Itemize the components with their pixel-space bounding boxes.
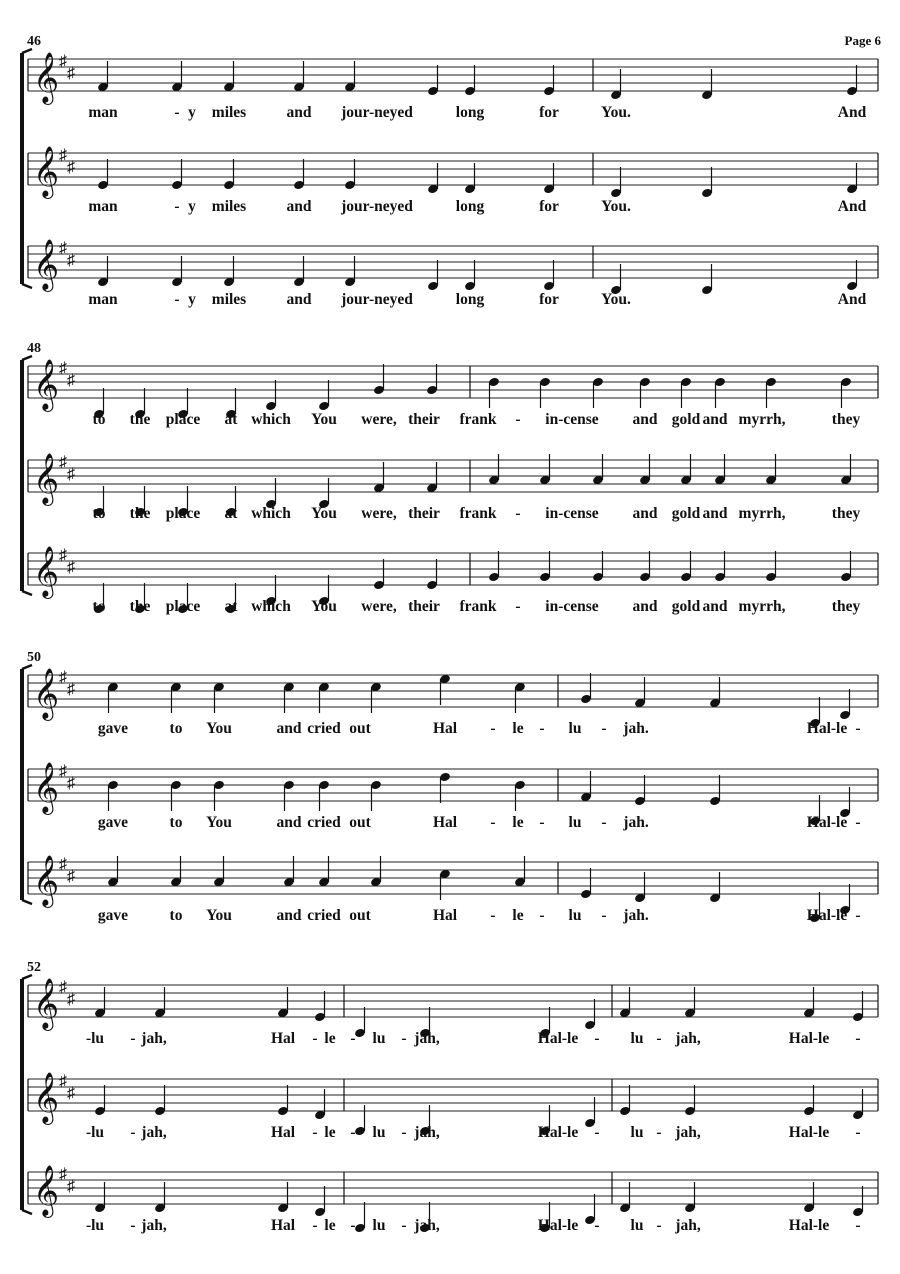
lyric-syllable: le (512, 814, 524, 831)
lyric-syllable: man (88, 291, 118, 308)
lyric-syllable: lu (568, 907, 582, 924)
lyric-syllable: - (515, 598, 521, 615)
lyric-syllable: - (601, 907, 607, 924)
sharp-icon: ♯ (67, 466, 75, 483)
lyric-syllable: - (130, 1030, 136, 1047)
lyric-syllable: jah. (623, 907, 649, 924)
lyric-syllable: which (251, 411, 291, 428)
system-48 (22, 341, 878, 615)
lyric-syllable: lu (568, 720, 582, 737)
lyric-syllable: - (174, 104, 180, 121)
lyric-syllable: they (831, 505, 861, 522)
lyric-syllable: Hal-le (806, 720, 848, 737)
lyric-syllable: - (174, 291, 180, 308)
bracket-hook (22, 284, 32, 288)
bracket-hook (22, 665, 32, 669)
lyric-syllable: - (350, 1217, 356, 1234)
lyric-syllable: lu (372, 1030, 386, 1047)
lyric-syllable: lu (372, 1217, 386, 1234)
lyric-syllable: - (539, 720, 545, 737)
lyric-syllable: You. (601, 198, 631, 215)
sharp-icon: ♯ (67, 65, 75, 82)
lyric-syllable: - (855, 1124, 861, 1141)
bracket-hook (22, 900, 32, 904)
lyric-syllable: long (455, 198, 485, 215)
lyric-syllable: out (349, 907, 371, 924)
lyric-syllable: for (539, 291, 559, 308)
lyric-syllable: Hal-le (537, 1030, 579, 1047)
lyric-syllable: long (455, 104, 485, 121)
staff (28, 360, 878, 428)
lyric-syllable: le (324, 1217, 336, 1234)
treble-clef-icon: 𝄞 (33, 360, 60, 409)
sharp-icon: ♯ (67, 1085, 75, 1102)
lyric-syllable: - (130, 1217, 136, 1234)
lyric-syllable: - (855, 720, 861, 737)
measure-number: 52 (27, 960, 41, 975)
lyric-syllable: - (312, 1124, 318, 1141)
treble-clef-icon: 𝄞 (33, 763, 60, 812)
lyric-syllable: jah, (414, 1217, 440, 1234)
lyric-syllable: - (130, 1124, 136, 1141)
lyric-syllable: - (855, 907, 861, 924)
bracket-hook (22, 591, 32, 595)
lyric-syllable: You (311, 598, 337, 615)
lyric-syllable: miles (211, 291, 247, 308)
lyric-syllable: - (656, 1124, 662, 1141)
sharp-icon: ♯ (59, 547, 67, 564)
lyric-syllable: y (188, 291, 196, 308)
sharp-icon: ♯ (67, 681, 75, 698)
lyric-syllable: lu (372, 1124, 386, 1141)
lyric-syllable: le (324, 1124, 336, 1141)
lyric-syllable: Hal (270, 1217, 296, 1234)
lyric-syllable: gave (97, 720, 129, 737)
lyric-syllable: le (512, 720, 524, 737)
lyric-syllable: Hal-le (806, 814, 848, 831)
lyric-syllable: cried (307, 720, 341, 737)
lyric-syllable: - (539, 814, 545, 831)
lyric-syllable: at (224, 505, 238, 522)
lyric-syllable: - (490, 720, 496, 737)
lyric-syllable: y (188, 104, 196, 121)
lyric-syllable: - (515, 411, 521, 428)
lyric-syllable: gold (671, 598, 701, 615)
lyric-syllable: - (594, 1217, 600, 1234)
lyric-syllable: miles (211, 198, 247, 215)
lyric-syllable: out (349, 814, 371, 831)
lyric-syllable: gold (671, 505, 701, 522)
lyric-syllable: - (601, 814, 607, 831)
lyric-syllable: and (276, 814, 302, 831)
lyric-syllable: - (601, 720, 607, 737)
staff (28, 979, 878, 1047)
lyric-syllable: long (455, 291, 485, 308)
lyric-syllable: jah, (675, 1124, 701, 1141)
system-46 (22, 34, 878, 308)
lyric-syllable: - (515, 505, 521, 522)
treble-clef-icon: 𝄞 (33, 1073, 60, 1122)
lyric-syllable: - (401, 1124, 407, 1141)
lyric-syllable: - (312, 1030, 318, 1047)
lyric-syllable: - (490, 814, 496, 831)
lyric-syllable: to (92, 411, 106, 428)
lyric-syllable: and (276, 720, 302, 737)
lyric-syllable: myrrh, (738, 505, 786, 522)
lyric-syllable: were, (361, 411, 397, 428)
lyric-syllable: Hal (270, 1124, 296, 1141)
lyric-syllable: the (129, 598, 151, 615)
lyric-syllable: Hal-le (788, 1124, 830, 1141)
lyric-syllable: Hal-le (806, 907, 848, 924)
lyric-syllable: Hal (432, 720, 458, 737)
page-number: Page 6 (844, 33, 881, 48)
staff (28, 547, 878, 615)
lyric-syllable: - (401, 1030, 407, 1047)
staff (28, 1166, 878, 1234)
lyric-syllable: lu (630, 1217, 644, 1234)
staff (28, 454, 878, 522)
lyric-syllable: their (408, 505, 440, 522)
sharp-icon: ♯ (59, 856, 67, 873)
system-52 (22, 960, 878, 1234)
lyric-syllable: man (88, 198, 118, 215)
staff (28, 1073, 878, 1141)
staff (28, 856, 878, 924)
lyric-syllable: y (188, 198, 196, 215)
lyric-syllable: - (656, 1217, 662, 1234)
lyric-syllable: You (311, 505, 337, 522)
measure-number: 48 (27, 341, 41, 356)
lyric-syllable: to (169, 814, 183, 831)
lyric-syllable: and (632, 411, 658, 428)
lyric-syllable: at (224, 411, 238, 428)
lyric-syllable: - (490, 907, 496, 924)
lyric-syllable: You (311, 411, 337, 428)
measure-number: 50 (27, 650, 41, 665)
lyric-syllable: - (539, 907, 545, 924)
lyric-syllable: You. (601, 104, 631, 121)
lyric-syllable: myrrh, (738, 598, 786, 615)
sharp-icon: ♯ (59, 454, 67, 471)
lyric-syllable: jah, (141, 1217, 167, 1234)
lyric-syllable: lu (630, 1030, 644, 1047)
lyric-syllable: which (251, 598, 291, 615)
sharp-icon: ♯ (67, 252, 75, 269)
staff (28, 763, 878, 831)
bracket-hook (22, 975, 32, 979)
bracket-hook (22, 49, 32, 53)
sharp-icon: ♯ (67, 775, 75, 792)
lyric-syllable: You (206, 814, 232, 831)
lyric-syllable: their (408, 598, 440, 615)
lyric-syllable: Hal (432, 814, 458, 831)
lyric-syllable: You. (601, 291, 631, 308)
sharp-icon: ♯ (59, 1166, 67, 1183)
lyric-syllable: the (129, 505, 151, 522)
lyric-syllable: - (401, 1217, 407, 1234)
lyric-syllable: jah. (623, 720, 649, 737)
sharp-icon: ♯ (59, 53, 67, 70)
sharp-icon: ♯ (67, 372, 75, 389)
lyric-syllable: in-cense (545, 598, 599, 615)
system-50 (22, 650, 878, 924)
lyric-syllable: in-cense (545, 411, 599, 428)
lyric-syllable: frank (459, 505, 497, 522)
sharp-icon: ♯ (67, 159, 75, 176)
lyric-syllable: for (539, 104, 559, 121)
staff (28, 669, 878, 737)
lyric-syllable: out (349, 720, 371, 737)
lyric-syllable: miles (211, 104, 247, 121)
sharp-icon: ♯ (59, 1073, 67, 1090)
lyric-syllable: were, (361, 598, 397, 615)
lyric-syllable: they (831, 411, 861, 428)
lyric-syllable: place (165, 505, 201, 522)
sharp-icon: ♯ (67, 868, 75, 885)
lyric-syllable: to (92, 598, 106, 615)
lyric-syllable: to (92, 505, 106, 522)
lyric-syllable: cried (307, 814, 341, 831)
sharp-icon: ♯ (59, 360, 67, 377)
lyric-syllable: jah, (414, 1124, 440, 1141)
lyric-syllable: And (837, 291, 867, 308)
sharp-icon: ♯ (59, 979, 67, 996)
lyric-syllable: jah, (675, 1217, 701, 1234)
lyric-syllable: And (837, 104, 867, 121)
lyric-syllable: they (831, 598, 861, 615)
lyric-syllable: to (169, 720, 183, 737)
lyric-syllable: and (632, 505, 658, 522)
lyric-syllable: You (206, 907, 232, 924)
lyric-syllable: their (408, 411, 440, 428)
staff (28, 53, 878, 121)
staff (28, 240, 878, 308)
lyric-syllable: le (324, 1030, 336, 1047)
measure-number: 46 (27, 34, 41, 49)
lyric-syllable: Hal-le (537, 1217, 579, 1234)
lyric-syllable: le (512, 907, 524, 924)
bracket-hook (22, 1210, 32, 1214)
lyric-syllable: - (855, 1217, 861, 1234)
lyric-syllable: and (702, 505, 728, 522)
lyric-syllable: jah, (675, 1030, 701, 1047)
lyric-syllable: gold (671, 411, 701, 428)
lyric-syllable: -lu (85, 1124, 105, 1141)
treble-clef-icon: 𝄞 (33, 240, 60, 289)
sharp-icon: ♯ (59, 147, 67, 164)
lyric-syllable: - (594, 1124, 600, 1141)
lyric-syllable: You (206, 720, 232, 737)
bracket-hook (22, 356, 32, 360)
sharp-icon: ♯ (59, 669, 67, 686)
lyric-syllable: cried (307, 907, 341, 924)
lyric-syllable: lu (568, 814, 582, 831)
lyric-syllable: gave (97, 907, 129, 924)
treble-clef-icon: 𝄞 (33, 1166, 60, 1215)
lyric-syllable: and (286, 291, 312, 308)
lyric-syllable: man (88, 104, 118, 121)
lyric-syllable: jah. (623, 814, 649, 831)
treble-clef-icon: 𝄞 (33, 669, 60, 718)
lyric-syllable: Hal-le (788, 1030, 830, 1047)
lyric-syllable: which (251, 505, 291, 522)
lyric-syllable: to (169, 907, 183, 924)
lyric-syllable: - (350, 1124, 356, 1141)
lyric-syllable: -lu (85, 1030, 105, 1047)
lyric-syllable: for (539, 198, 559, 215)
lyric-syllable: were, (361, 505, 397, 522)
lyric-syllable: gave (97, 814, 129, 831)
lyric-syllable: in-cense (545, 505, 599, 522)
lyric-syllable: and (702, 598, 728, 615)
lyric-syllable: -lu (85, 1217, 105, 1234)
lyric-syllable: and (702, 411, 728, 428)
lyric-syllable: and (276, 907, 302, 924)
treble-clef-icon: 𝄞 (33, 454, 60, 503)
treble-clef-icon: 𝄞 (33, 53, 60, 102)
treble-clef-icon: 𝄞 (33, 856, 60, 905)
lyric-syllable: place (165, 411, 201, 428)
lyric-syllable: the (129, 411, 151, 428)
lyric-syllable: Hal (270, 1030, 296, 1047)
lyric-syllable: - (656, 1030, 662, 1047)
lyric-syllable: lu (630, 1124, 644, 1141)
sharp-icon: ♯ (67, 559, 75, 576)
lyric-syllable: jour-neyed (341, 291, 413, 308)
lyric-syllable: Hal-le (788, 1217, 830, 1234)
lyric-syllable: - (350, 1030, 356, 1047)
treble-clef-icon: 𝄞 (33, 979, 60, 1028)
sharp-icon: ♯ (59, 763, 67, 780)
treble-clef-icon: 𝄞 (33, 147, 60, 196)
treble-clef-icon: 𝄞 (33, 547, 60, 596)
lyric-syllable: at (224, 598, 238, 615)
lyric-syllable: Hal (432, 907, 458, 924)
lyric-syllable: frank (459, 411, 497, 428)
lyric-syllable: place (165, 598, 201, 615)
lyric-syllable: - (855, 1030, 861, 1047)
lyric-syllable: and (632, 598, 658, 615)
staff (28, 147, 878, 215)
lyric-syllable: jah, (414, 1030, 440, 1047)
lyric-syllable: - (312, 1217, 318, 1234)
lyric-syllable: jour-neyed (341, 104, 413, 121)
lyric-syllable: jah, (141, 1030, 167, 1047)
lyric-syllable: and (286, 104, 312, 121)
sharp-icon: ♯ (67, 991, 75, 1008)
lyric-syllable: - (174, 198, 180, 215)
lyric-syllable: myrrh, (738, 411, 786, 428)
lyric-syllable: Hal-le (537, 1124, 579, 1141)
lyric-syllable: - (855, 814, 861, 831)
sharp-icon: ♯ (59, 240, 67, 257)
lyric-syllable: - (594, 1030, 600, 1047)
lyric-syllable: And (837, 198, 867, 215)
lyric-syllable: jour-neyed (341, 198, 413, 215)
lyric-syllable: frank (459, 598, 497, 615)
sharp-icon: ♯ (67, 1178, 75, 1195)
lyric-syllable: and (286, 198, 312, 215)
lyric-syllable: jah, (141, 1124, 167, 1141)
